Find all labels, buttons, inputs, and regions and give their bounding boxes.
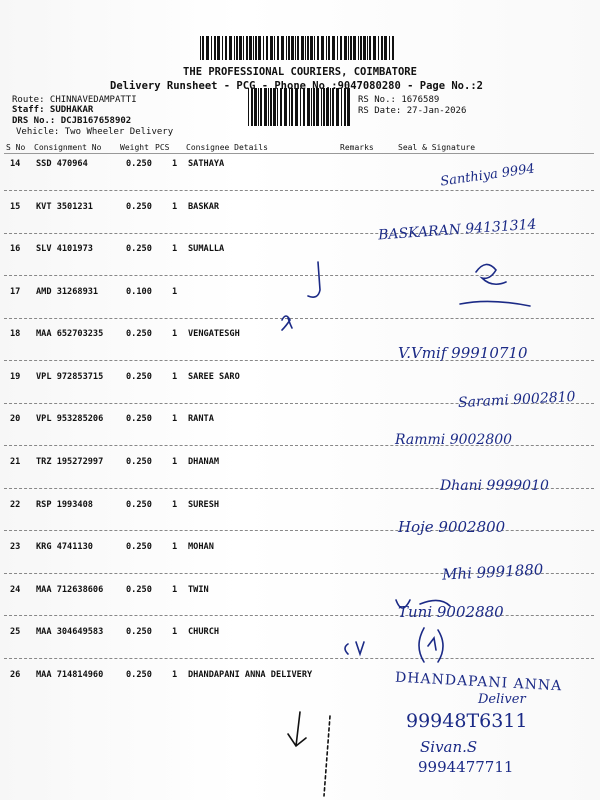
row-sno: 25 — [10, 627, 21, 637]
row-consignee: SUMALLA — [188, 244, 225, 254]
row-consignee: SATHAYA — [188, 159, 225, 169]
row-sno: 20 — [10, 414, 21, 424]
row-consignee: SURESH — [188, 500, 220, 510]
col-remarks: Remarks — [340, 143, 374, 152]
mark-row-25-bracket — [419, 628, 443, 662]
signature-row-21: Dhani 9999010 — [440, 478, 549, 494]
row-pcs: 1 — [172, 287, 178, 297]
row-sno: 19 — [10, 372, 21, 382]
col-weight: Weight — [120, 143, 149, 152]
row-weight: 0.250 — [126, 414, 152, 424]
row-weight: 0.250 — [126, 244, 152, 254]
row-consignee: TWIN — [188, 585, 209, 595]
row-weight: 0.250 — [126, 500, 152, 510]
row-consignee: BASKAR — [188, 202, 220, 212]
col-sno: S No — [6, 143, 26, 152]
row-weight: 0.250 — [126, 542, 152, 552]
row-pcs: 1 — [172, 244, 178, 254]
mark-row-25-cv — [345, 642, 364, 654]
row-sno: 16 — [10, 244, 21, 254]
col-consignee: Consignee Details — [186, 143, 268, 152]
signature-row-26-note: Deliver — [478, 692, 526, 707]
row-consignment: TRZ 195272997 — [36, 457, 104, 467]
route-label: Route: CHINNAVEDAMPATTI — [12, 95, 137, 105]
row-weight: 0.250 — [126, 627, 152, 637]
row-consignment: VPL 972853715 — [36, 372, 104, 382]
row-consignment: SLV 4101973 — [36, 244, 93, 254]
drs-label: DRS No.: DCJB167658902 — [12, 116, 132, 126]
row-pcs: 1 — [172, 329, 178, 339]
row-consignment: KVT 3501231 — [36, 202, 93, 212]
row-sno: 15 — [10, 202, 21, 212]
row-sno: 24 — [10, 585, 21, 595]
row-consignee: MOHAN — [188, 542, 214, 552]
row-pcs: 1 — [172, 627, 178, 637]
row-consignment: MAA 304649583 — [36, 627, 104, 637]
row-sno: 18 — [10, 329, 21, 339]
signature-row-17 — [460, 264, 530, 306]
handwritten-phone-2: 9994477711 — [418, 758, 514, 776]
row-pcs: 1 — [172, 457, 178, 467]
signature-row-14: Santhiya 9994 — [439, 161, 536, 190]
row-sno: 22 — [10, 500, 21, 510]
row-consignment: SSD 470964 — [36, 159, 88, 169]
row-pcs: 1 — [172, 414, 178, 424]
row-consignee: CHURCH — [188, 627, 220, 637]
row-consignee: DHANDAPANI ANNA DELIVERY — [188, 670, 313, 680]
rs-no-label: RS No.: 1676589 — [358, 95, 440, 105]
company-title: THE PROFESSIONAL COURIERS, COIMBATORE — [183, 66, 417, 78]
handwritten-name: Sivan.S — [420, 738, 478, 756]
signature-row-22: Hoje 9002800 — [398, 518, 506, 536]
row-consignee: VENGATESGH — [188, 329, 240, 339]
vehicle-label: Vehicle: Two Wheeler Delivery — [16, 127, 174, 137]
runsheet-subtitle: Delivery Runsheet - PCG - Phone No.:9047080280 - Page No.:2 — [110, 80, 483, 92]
rs-date-label: RS Date: 27-Jan-2026 — [358, 106, 467, 116]
signature-row-19: Sarami 9002810 — [457, 388, 576, 412]
row-weight: 0.100 — [126, 287, 152, 297]
signature-row-26-name: DHANDAPANI ANNA — [394, 669, 563, 695]
col-seal: Seal & Signature — [398, 143, 476, 152]
signature-row-24: Tuni 9002880 — [398, 603, 504, 621]
signature-row-15: BASKARAN 94131314 — [377, 216, 537, 244]
row-pcs: 1 — [172, 500, 178, 510]
row-consignment: MAA 714814960 — [36, 670, 104, 680]
signature-row-25 — [396, 600, 450, 608]
row-consignment: VPL 953285206 — [36, 414, 104, 424]
col-pcs: PCS — [155, 143, 170, 152]
mark-row-18-initial — [282, 316, 292, 330]
row-pcs: 1 — [172, 372, 178, 382]
row-weight: 0.250 — [126, 202, 152, 212]
row-pcs: 1 — [172, 670, 178, 680]
row-consignee: DHANAM — [188, 457, 220, 467]
mark-row-17-j — [308, 262, 320, 297]
signature-row-20: Rammi 9002800 — [395, 432, 513, 448]
row-consignee: SAREE SARO — [188, 372, 240, 382]
signature-row-18: V.Vmif 99910710 — [398, 344, 528, 362]
row-weight: 0.250 — [126, 670, 152, 680]
row-consignment: RSP 1993408 — [36, 500, 93, 510]
row-pcs: 1 — [172, 159, 178, 169]
col-consignment: Consignment No — [34, 143, 102, 152]
row-weight: 0.250 — [126, 329, 152, 339]
row-sno: 23 — [10, 542, 21, 552]
row-sno: 14 — [10, 159, 21, 169]
row-consignment: KRG 4741130 — [36, 542, 93, 552]
row-consignment: MAA 652703235 — [36, 329, 104, 339]
row-sno: 17 — [10, 287, 21, 297]
row-consignment: AMD 31268931 — [36, 287, 99, 297]
row-weight: 0.250 — [126, 585, 152, 595]
handwritten-phone: 99948T6311 — [406, 710, 528, 732]
mark-bottom-line — [324, 716, 330, 796]
row-weight: 0.250 — [126, 457, 152, 467]
row-weight: 0.250 — [126, 159, 152, 169]
mark-bottom-arrow — [288, 712, 306, 746]
row-sno: 21 — [10, 457, 21, 467]
row-pcs: 1 — [172, 542, 178, 552]
row-weight: 0.250 — [126, 372, 152, 382]
row-consignee: RANTA — [188, 414, 214, 424]
row-sno: 26 — [10, 670, 21, 680]
staff-label: Staff: SUDHAKAR — [12, 105, 94, 115]
signature-row-23: Mhi 9991880 — [441, 560, 544, 584]
row-pcs: 1 — [172, 202, 178, 212]
row-pcs: 1 — [172, 585, 178, 595]
row-consignment: MAA 712638606 — [36, 585, 104, 595]
